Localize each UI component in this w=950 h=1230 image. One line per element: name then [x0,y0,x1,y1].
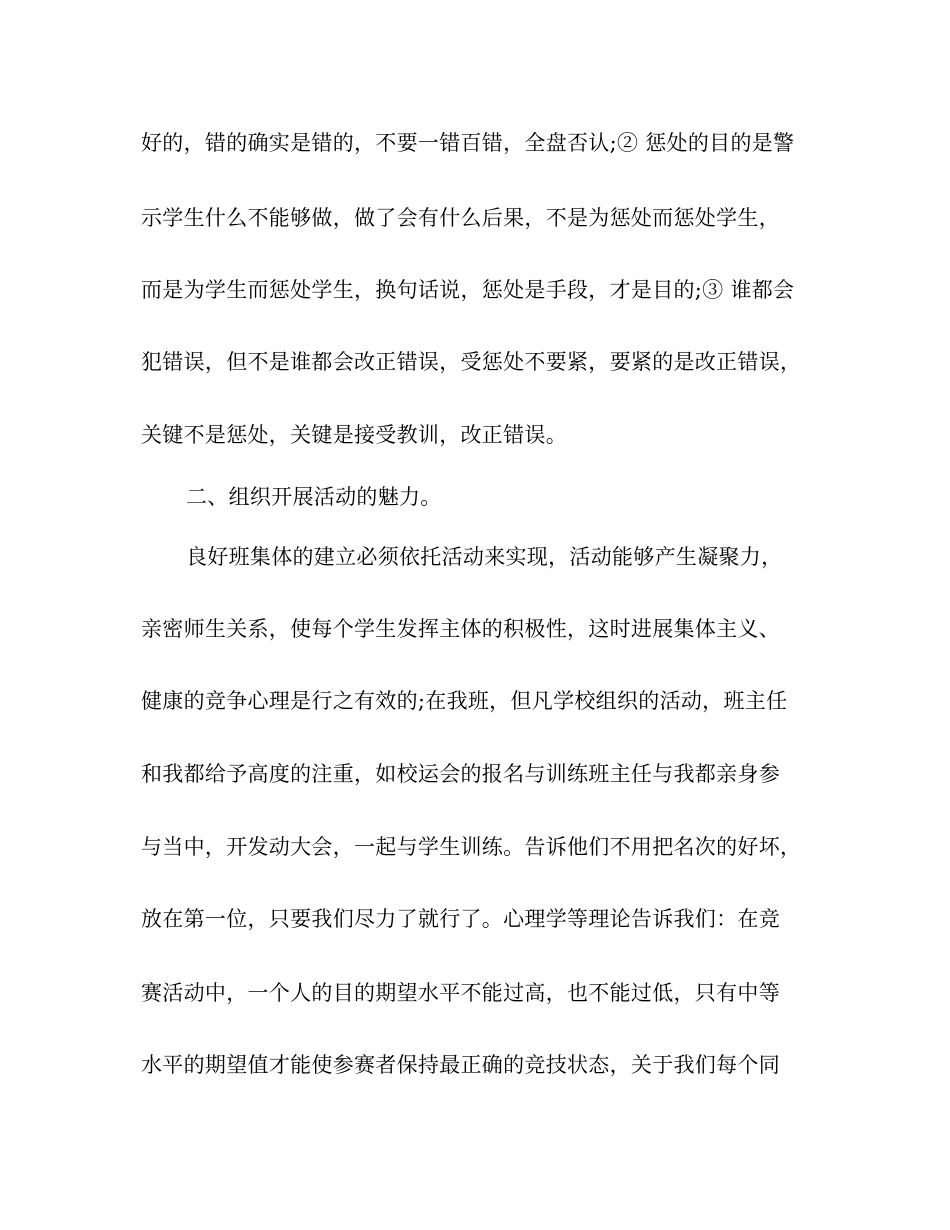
section-heading: 二、组织开展活动的魅力。 [186,485,442,509]
paragraph-line-5: 关键不是惩处，关键是接受教训，改正错误。 [141,423,567,447]
paragraph-line-3: 而是为学生而惩处学生，换句话说，惩处是手段，才是目的;③ 谁都会 [141,278,795,302]
paragraph-line-8: 亲密师生关系，使每个学生发挥主体的积极性，这时进展集体主义、 [141,617,780,641]
paragraph-line-2: 示学生什么不能够做，做了会有什么后果，不是为惩处而惩处学生， [141,206,780,230]
paragraph-line-10: 和我都给予高度的注重，如校运会的报名与训练班主任与我都亲身参 [141,762,780,786]
paragraph-line-14: 水平的期望值才能使参赛者保持最正确的竞技状态，关于我们每个同 [141,1053,780,1077]
paragraph-line-13: 赛活动中，一个人的目的期望水平不能过高，也不能过低，只有中等 [141,981,780,1005]
paragraph-line-1: 好的，错的确实是错的，不要一错百错，全盘否认;② 惩处的目的是警 [141,131,795,155]
paragraph-line-7: 良好班集体的建立必须依托活动来实现，活动能够产生凝聚力， [186,545,783,569]
paragraph-line-9: 健康的竞争心理是行之有效的;在我班，但凡学校组织的活动，班主任 [141,689,788,713]
paragraph-line-12: 放在第一位，只要我们尽力了就行了。心理学等理论告诉我们：在竞 [141,907,780,931]
paragraph-line-11: 与当中，开发动大会，一起与学生训练。告诉他们不用把名次的好坏， [141,835,802,859]
paragraph-line-4: 犯错误，但不是谁都会改正错误，受惩处不要紧，要紧的是改正错误， [141,350,802,374]
